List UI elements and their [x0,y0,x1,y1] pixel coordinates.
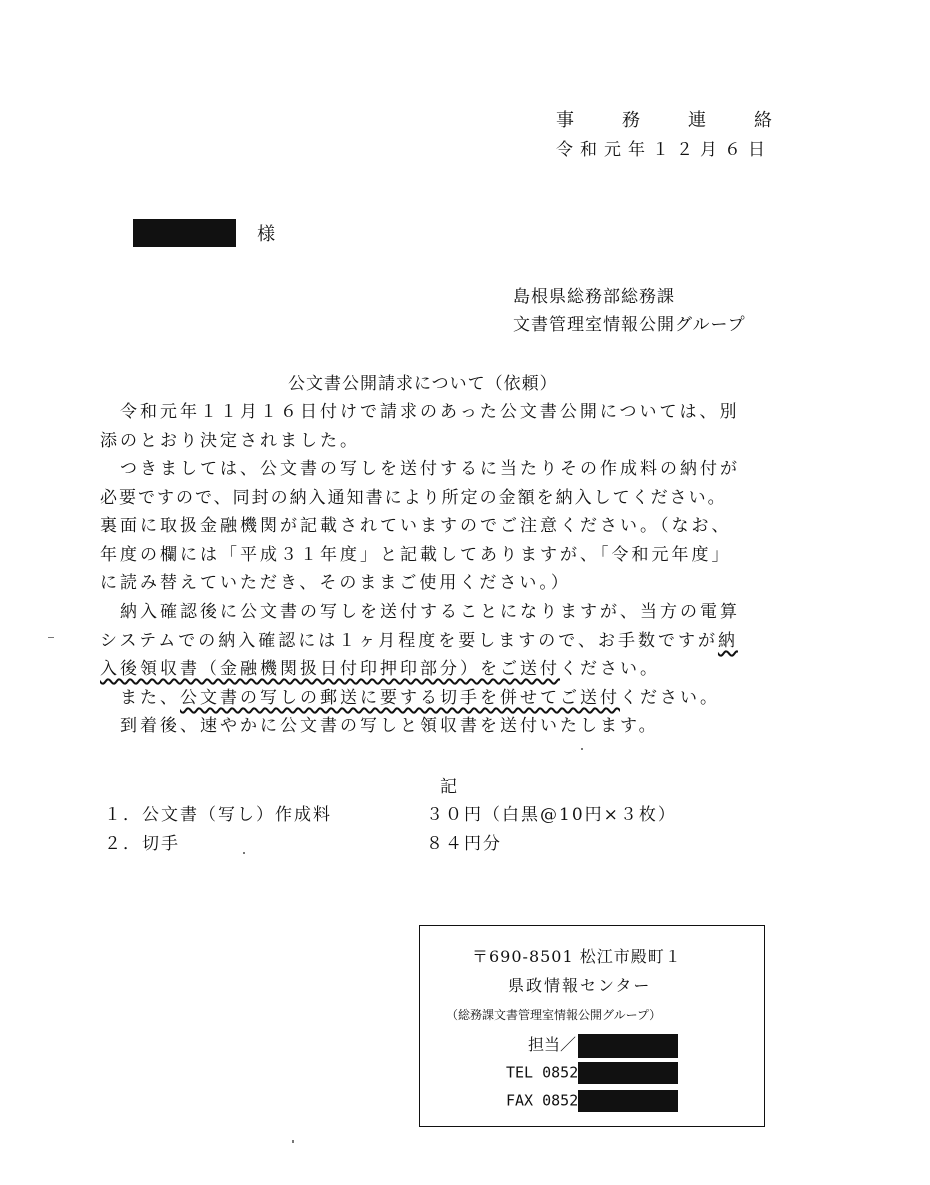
sender-line-1: 島根県総務部総務課 [513,287,675,307]
body-line: つきましては、公文書の写しを送付するに当たりその作成料の納付が [120,459,740,479]
contact-tel: TEL 0852 [506,1062,678,1084]
document-title: 公文書公開請求について（依頼） [288,374,558,394]
body-line: 入後領収書（金融機関扱日付印押印部分）をご送付ください。 [100,659,660,679]
sender-line-2: 文書管理室情報公開グループ [513,315,746,335]
item-label: ２．切手 [104,834,180,854]
body-line: 令和元年１１月１６日付けで請求のあった公文書公開については、別 [120,402,740,422]
body-line: また、公文書の写しの郵送に要する切手を併せてご送付ください。 [120,688,720,708]
contact-person: 担当／ [528,1032,678,1058]
redacted-person [578,1034,678,1058]
redacted-name-block [133,219,236,247]
contact-address: 〒690-8501 松江市殿町１ [472,947,682,966]
scan-speck [581,748,583,750]
body-line: システムでの納入確認には１ヶ月程度を要しますので、お手数ですが納 [100,631,738,651]
contact-box [419,925,765,1127]
item-value: ８４円分 [426,834,502,854]
contact-office: 県政情報センター [508,976,652,995]
redacted-fax [578,1090,678,1112]
contact-fax: FAX 0852 [506,1090,678,1112]
addressee [133,219,275,247]
body-line: 添のとおり決定されました。 [100,431,360,451]
scan-speck [243,852,245,854]
underlined-request-text: 入後領収書（金融機関扱日付印押印部分）をご送付 [100,659,560,679]
underlined-request-text: 公文書の写しの郵送に要する切手を併せてご送付 [180,688,620,708]
body-line: 納入確認後に公文書の写しを送付することになりますが、当方の電算 [120,602,740,622]
body-line: 年度の欄には「平成３１年度」と記載してありますが、「令和元年度」 [100,545,732,565]
body-line: に読み替えていただき、そのままご使用ください。） [100,573,571,593]
item-label: １．公文書（写し）作成料 [104,805,332,825]
body-line: 必要ですので、同封の納入通知書により所定の金額を納入してください。 [100,488,727,508]
item-value: ３０円（白黒@10円×３枚） [426,805,677,825]
body-line: 裏面に取扱金融機関が記載されていますのでご注意ください。（なお、 [100,516,732,536]
contact-dept: （総務課文書管理室情報公開グループ） [446,1008,662,1022]
underlined-request-text: 納 [717,631,738,651]
body-line: 到着後、速やかに公文書の写しと領収書を送付いたします。 [120,716,659,736]
ki-heading: 記 [440,777,457,797]
addressee-honorific: 様 [257,224,276,245]
redacted-tel [578,1062,678,1084]
scan-speck [292,1140,294,1143]
doc-type: 事 務 連 絡 [556,110,776,131]
document-date: 令和元年１２月６日 [556,140,772,160]
scan-speck [48,637,54,638]
